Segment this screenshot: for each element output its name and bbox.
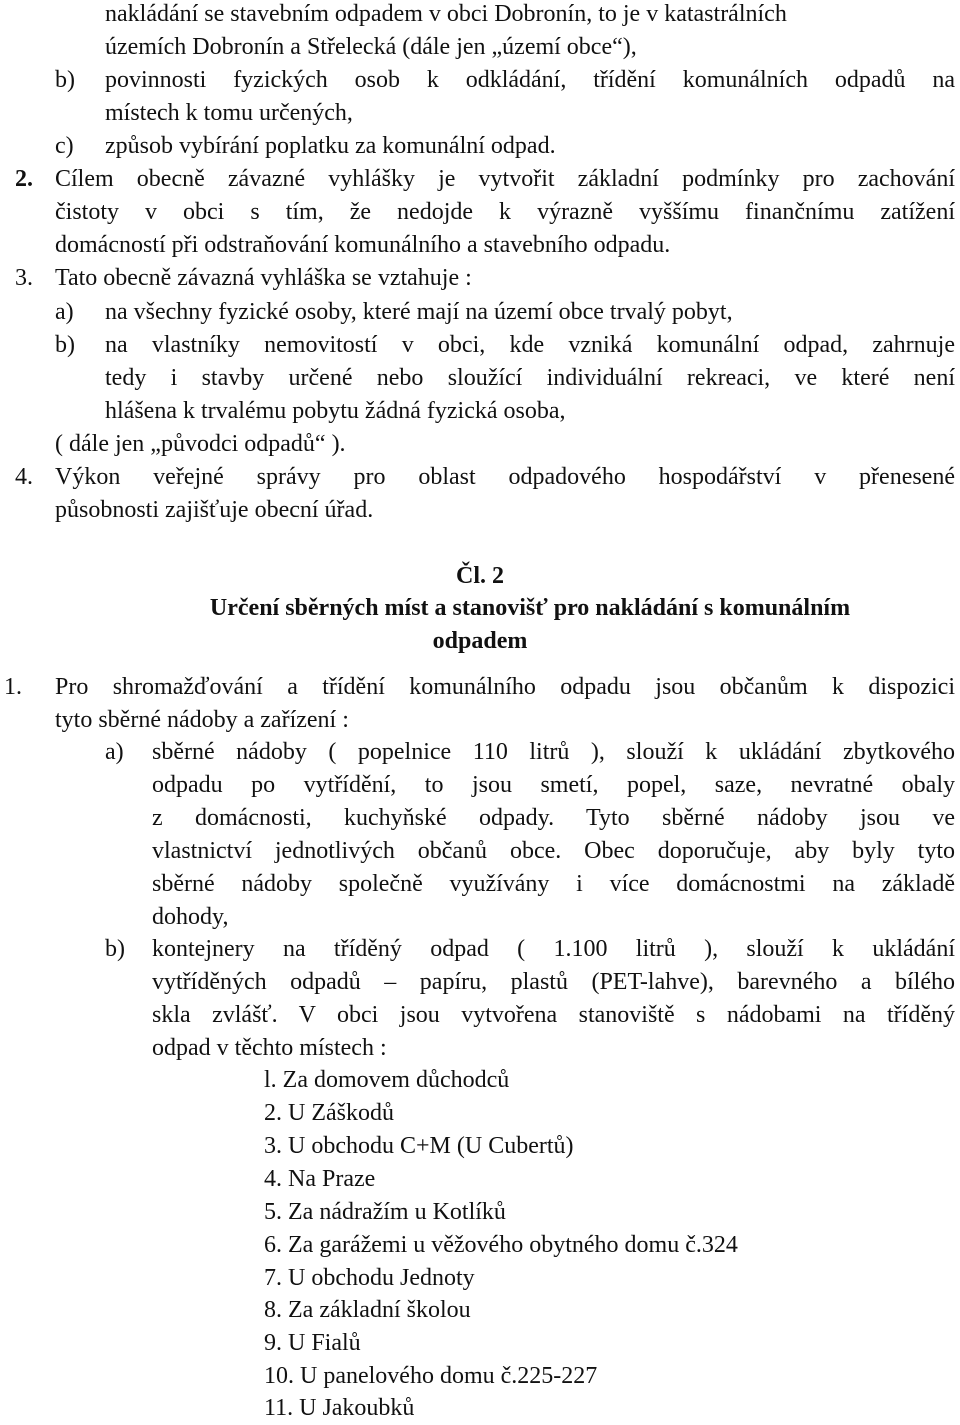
para-3-a-label: a) xyxy=(55,299,74,325)
para-4-line-2: působnosti zajišťuje obecní úřad. xyxy=(55,497,374,523)
article-number: Čl. 2 xyxy=(456,563,504,589)
para-4-line-1: Výkon veřejné správy pro oblast odpadového hospodářství v přenesené xyxy=(55,464,955,490)
para-2-line-3: domácností při odstraňování komunálního a stavebního odpadu. xyxy=(55,232,671,258)
art-para-1-number: 1. xyxy=(4,674,22,700)
art-para-1-line-2: tyto sběrné nádoby a zařízení : xyxy=(55,707,349,733)
art-para-1-a-line: sběrné nádoby ( popelnice 110 litrů ), slouží k ukládání zbytkového xyxy=(152,739,955,765)
location-item: 6. Za garážemi u věžového obytného domu č.324 xyxy=(264,1232,738,1258)
art-para-1-b-line: skla zvlášť. V obci jsou vytvořena stanoviště s nádobami na tříděný xyxy=(152,1002,955,1028)
article-title-line-2: odpadem xyxy=(432,628,528,654)
art-para-1-b-line: kontejnery na tříděný odpad ( 1.100 litrů ), slouží k ukládání xyxy=(152,936,955,962)
location-item: 5. Za nádražím u Kotlíků xyxy=(264,1199,506,1225)
art-para-1-a-line: sběrné nádoby společně využívány i více domácnostmi na základě xyxy=(152,871,955,897)
art-para-1-b-line: vytříděných odpadů – papíru, plastů (PET-lahve), barevného a bílého xyxy=(152,969,955,995)
intro-b-line-2: místech k tomu určených, xyxy=(105,100,353,126)
para-3-intro: Tato obecně závazná vyhláška se vztahuje : xyxy=(55,265,472,291)
para-4-number: 4. xyxy=(15,464,33,490)
para-2-number: 2. xyxy=(15,166,33,192)
art-para-1-a-label: a) xyxy=(105,739,124,765)
para-2-line-2: čistoty v obci s tím, že nedojde k výrazně vyššímu finančnímu zatížení xyxy=(55,199,955,225)
location-item: 11. U Jakoubků xyxy=(264,1395,415,1421)
art-para-1-b-line: odpad v těchto místech : xyxy=(152,1035,387,1061)
location-item: 9. U Fialů xyxy=(264,1330,361,1356)
intro-line-1: nakládání se stavebním odpadem v obci Dobronín, to je v katastrálních xyxy=(105,1,787,27)
para-3-a-text: na všechny fyzické osoby, které mají na území obce trvalý pobyt, xyxy=(105,299,733,325)
location-item: 3. U obchodu C+M (U Cubertů) xyxy=(264,1133,574,1159)
intro-line-2: územích Dobronín a Střelecká (dále jen „území obce“), xyxy=(105,34,637,60)
art-para-1-b-label: b) xyxy=(105,936,125,962)
location-item: 2. U Záškodů xyxy=(264,1100,394,1126)
art-para-1-a-line: odpadu po vytřídění, to jsou smetí, popel, saze, nevratné obaly xyxy=(152,772,955,798)
para-3-closing: ( dále jen „původci odpadů“ ). xyxy=(55,431,346,457)
location-item: 7. U obchodu Jednoty xyxy=(264,1265,475,1291)
intro-c-text: způsob vybírání poplatku za komunální odpad. xyxy=(105,133,556,159)
para-2-line-1: Cílem obecně závazné vyhlášky je vytvořit základní podmínky pro zachování xyxy=(55,166,955,192)
art-para-1-a-line: vlastnictví jednotlivých občanů obce. Obec doporučuje, aby byly tyto xyxy=(152,838,955,864)
para-3-b-label: b) xyxy=(55,332,75,358)
location-item: l. Za domovem důchodců xyxy=(264,1067,510,1093)
intro-b-line-1: povinnosti fyzických osob k odkládání, třídění komunálních odpadů na xyxy=(105,67,955,93)
art-para-1-a-line: z domácnosti, kuchyňské odpady. Tyto sběrné nádoby jsou ve xyxy=(152,805,955,831)
article-title-line-1: Určení sběrných míst a stanovišť pro nakládání s komunálním xyxy=(209,595,851,621)
art-para-1-a-line: dohody, xyxy=(152,904,229,930)
para-3-number: 3. xyxy=(15,265,33,291)
location-item: 4. Na Praze xyxy=(264,1166,376,1192)
intro-c-label: c) xyxy=(55,133,74,159)
para-3-b-line-1: na vlastníky nemovitostí v obci, kde vzniká komunální odpad, zahrnuje xyxy=(105,332,955,358)
location-item: 8. Za základní školou xyxy=(264,1297,471,1323)
intro-b-label: b) xyxy=(55,67,75,93)
para-3-b-line-3: hlášena k trvalému pobytu žádná fyzická osoba, xyxy=(105,398,566,424)
para-3-b-line-2: tedy i stavby určené nebo sloužící individuální rekreaci, ve které není xyxy=(105,365,955,391)
location-item: 10. U panelového domu č.225-227 xyxy=(264,1363,598,1389)
art-para-1-line-1: Pro shromažďování a třídění komunálního odpadu jsou občanům k dispozici xyxy=(55,674,955,700)
